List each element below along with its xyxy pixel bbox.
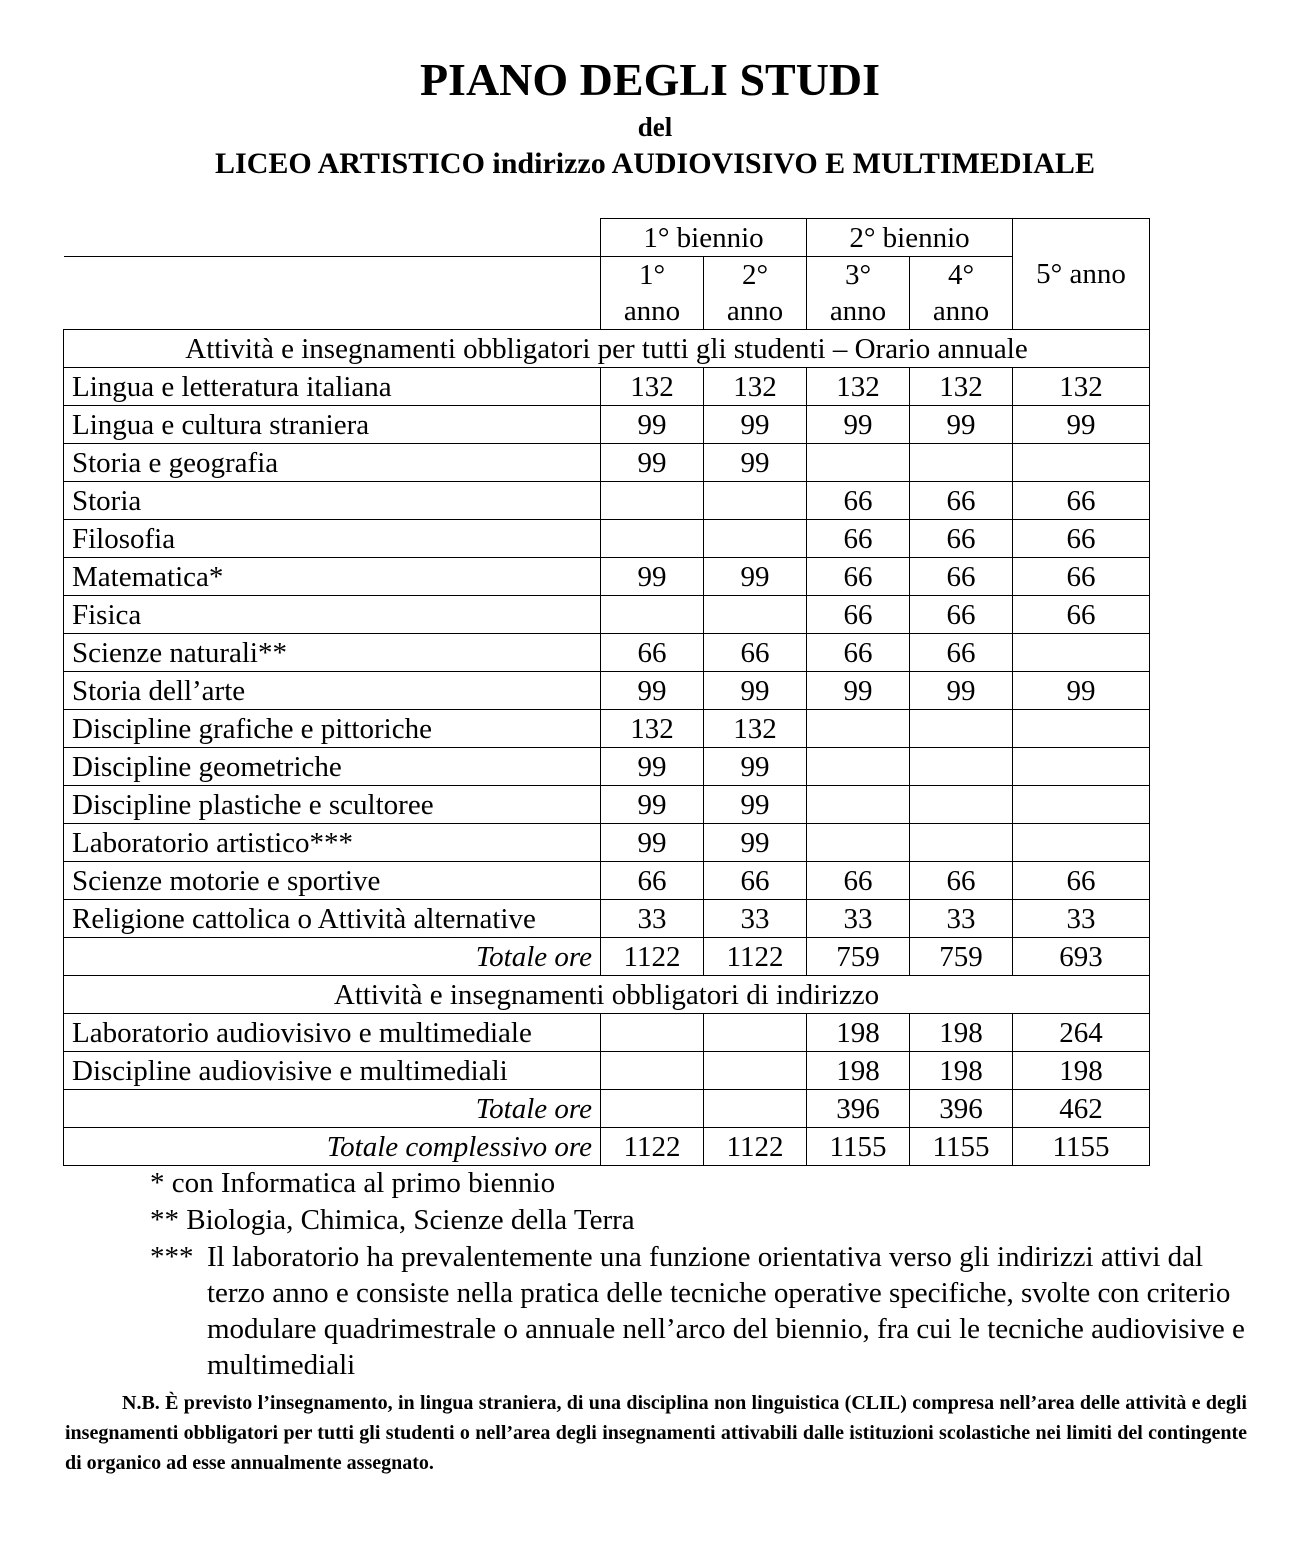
grand-total-row bbox=[64, 1128, 1150, 1166]
subject-cell: Storia e geografia bbox=[64, 444, 601, 482]
hours-cell: 66 bbox=[704, 634, 807, 672]
section-specific-total-cell: 396 bbox=[807, 1090, 910, 1128]
section-common-total-cell: 759 bbox=[910, 938, 1013, 976]
section-specific-total-cell: 396 bbox=[910, 1090, 1013, 1128]
header-blank-cell bbox=[64, 219, 601, 257]
subject-cell: Fisica bbox=[64, 596, 601, 634]
hours-cell: 132 bbox=[910, 368, 1013, 406]
hours-cell: 99 bbox=[601, 824, 704, 862]
table-row bbox=[64, 482, 1150, 520]
hours-cell: 66 bbox=[807, 634, 910, 672]
hours-cell: 132 bbox=[704, 710, 807, 748]
subject-cell: Discipline grafiche e pittoriche bbox=[64, 710, 601, 748]
hours-cell: 66 bbox=[1013, 558, 1150, 596]
hours-cell bbox=[910, 748, 1013, 786]
subject-cell: Scienze naturali** bbox=[64, 634, 601, 672]
hours-cell: 66 bbox=[910, 520, 1013, 558]
hours-cell: 33 bbox=[704, 900, 807, 938]
section-common-total-cell: 1122 bbox=[601, 938, 704, 976]
hours-cell bbox=[1013, 444, 1150, 482]
section-common-total-cell: 759 bbox=[807, 938, 910, 976]
footnotes bbox=[150, 1165, 1247, 1383]
hours-cell: 99 bbox=[704, 786, 807, 824]
table-row bbox=[64, 520, 1150, 558]
hours-cell bbox=[601, 596, 704, 634]
table-row bbox=[64, 1052, 1150, 1090]
subject-cell: Discipline geometriche bbox=[64, 748, 601, 786]
section-common-title-row bbox=[64, 330, 1150, 368]
hours-cell: 198 bbox=[910, 1052, 1013, 1090]
hours-cell bbox=[601, 482, 704, 520]
hours-cell: 99 bbox=[704, 748, 807, 786]
hours-cell bbox=[704, 1014, 807, 1052]
hours-cell: 66 bbox=[807, 558, 910, 596]
table-row bbox=[64, 710, 1150, 748]
section-specific-total-row bbox=[64, 1090, 1150, 1128]
hours-cell bbox=[1013, 634, 1150, 672]
hours-cell: 99 bbox=[601, 672, 704, 710]
hours-cell: 99 bbox=[910, 672, 1013, 710]
hours-cell: 99 bbox=[704, 672, 807, 710]
table-row bbox=[64, 900, 1150, 938]
hours-cell: 99 bbox=[807, 406, 910, 444]
hours-cell bbox=[910, 444, 1013, 482]
nb-note bbox=[65, 1388, 1247, 1478]
hours-cell bbox=[910, 786, 1013, 824]
hours-cell: 99 bbox=[1013, 406, 1150, 444]
header-year-2: 2° anno bbox=[704, 257, 807, 330]
hours-cell bbox=[1013, 748, 1150, 786]
hours-cell: 99 bbox=[601, 748, 704, 786]
hours-cell bbox=[1013, 824, 1150, 862]
hours-cell: 66 bbox=[807, 520, 910, 558]
hours-cell: 66 bbox=[1013, 862, 1150, 900]
hours-cell bbox=[807, 748, 910, 786]
hours-cell: 66 bbox=[910, 634, 1013, 672]
hours-cell bbox=[807, 444, 910, 482]
hours-cell: 132 bbox=[601, 710, 704, 748]
section-specific-title-row bbox=[64, 976, 1150, 1014]
subject-cell: Storia dell’arte bbox=[64, 672, 601, 710]
table-row bbox=[64, 444, 1150, 482]
hours-cell: 66 bbox=[910, 482, 1013, 520]
section-specific-total-cell bbox=[601, 1090, 704, 1128]
section-specific-total-cell bbox=[704, 1090, 807, 1128]
hours-cell bbox=[807, 710, 910, 748]
hours-cell: 66 bbox=[1013, 596, 1150, 634]
hours-cell bbox=[1013, 786, 1150, 824]
subject-cell: Lingua e cultura straniera bbox=[64, 406, 601, 444]
hours-cell: 132 bbox=[1013, 368, 1150, 406]
subject-cell: Matematica* bbox=[64, 558, 601, 596]
hours-cell bbox=[704, 482, 807, 520]
subject-cell: Laboratorio audiovisivo e multimediale bbox=[64, 1014, 601, 1052]
hours-cell bbox=[704, 596, 807, 634]
hours-cell bbox=[910, 710, 1013, 748]
section-common-title: Attività e insegnamenti obbligatori per tutti gli studenti – Orario annuale bbox=[64, 330, 1150, 368]
grand-total-cell: 1155 bbox=[1013, 1128, 1150, 1166]
header-blank-cell bbox=[64, 257, 601, 330]
subtitle-school: LICEO ARTISTICO indirizzo AUDIOVISIVO E MULTIMEDIALE bbox=[215, 147, 1095, 180]
table-row bbox=[64, 634, 1150, 672]
hours-cell: 198 bbox=[807, 1052, 910, 1090]
hours-cell: 33 bbox=[601, 900, 704, 938]
subject-cell: Religione cattolica o Attività alternative bbox=[64, 900, 601, 938]
table-row bbox=[64, 558, 1150, 596]
hours-cell: 264 bbox=[1013, 1014, 1150, 1052]
section-common-total-cell: 693 bbox=[1013, 938, 1150, 976]
hours-cell: 66 bbox=[910, 862, 1013, 900]
hours-cell: 99 bbox=[910, 406, 1013, 444]
subject-cell: Discipline audiovisive e multimediali bbox=[64, 1052, 601, 1090]
subject-cell: Storia bbox=[64, 482, 601, 520]
hours-cell bbox=[601, 1014, 704, 1052]
hours-cell: 132 bbox=[601, 368, 704, 406]
nb-text: N.B. È previsto l’insegnamento, in lingua straniera, di una disciplina non linguistica (CLIL) compresa nell’area delle attività e degli insegnamenti obbligatori per tutti gli studenti o nell’area degli insegnamenti attivabili dalle istituzioni scolastiche nei limiti del contingente di organico ad esse annualmente assegnato. bbox=[65, 1392, 1247, 1474]
table-row bbox=[64, 672, 1150, 710]
grand-total-cell: 1122 bbox=[601, 1128, 704, 1166]
hours-cell: 33 bbox=[807, 900, 910, 938]
study-plan-table bbox=[63, 218, 1150, 1166]
hours-cell: 99 bbox=[807, 672, 910, 710]
hours-cell bbox=[704, 520, 807, 558]
hours-cell: 66 bbox=[910, 596, 1013, 634]
header-year-4: 4° anno bbox=[910, 257, 1013, 330]
header-first-biennium: 1° biennio bbox=[601, 219, 807, 257]
subject-cell: Lingua e letteratura italiana bbox=[64, 368, 601, 406]
hours-cell bbox=[910, 824, 1013, 862]
hours-cell: 99 bbox=[1013, 672, 1150, 710]
footnote-2: ** Biologia, Chimica, Scienze della Terra bbox=[150, 1204, 635, 1236]
hours-cell: 99 bbox=[601, 444, 704, 482]
hours-cell: 66 bbox=[807, 482, 910, 520]
hours-cell: 99 bbox=[601, 406, 704, 444]
table-row bbox=[64, 596, 1150, 634]
header-year-1: 1° anno bbox=[601, 257, 704, 330]
subject-cell: Discipline plastiche e scultoree bbox=[64, 786, 601, 824]
hours-cell bbox=[807, 786, 910, 824]
grand-total-cell: 1155 bbox=[807, 1128, 910, 1166]
hours-cell: 99 bbox=[704, 824, 807, 862]
hours-cell: 132 bbox=[807, 368, 910, 406]
hours-cell: 66 bbox=[601, 634, 704, 672]
section-common-total-cell: 1122 bbox=[704, 938, 807, 976]
table-row bbox=[64, 406, 1150, 444]
hours-cell: 99 bbox=[704, 444, 807, 482]
page-title: PIANO DEGLI STUDI bbox=[419, 54, 881, 105]
section-specific-total-label: Totale ore bbox=[64, 1090, 601, 1128]
header-second-biennium: 2° biennio bbox=[807, 219, 1013, 257]
table-row bbox=[64, 862, 1150, 900]
subject-cell: Laboratorio artistico*** bbox=[64, 824, 601, 862]
subject-cell: Filosofia bbox=[64, 520, 601, 558]
hours-cell bbox=[704, 1052, 807, 1090]
hours-cell: 33 bbox=[1013, 900, 1150, 938]
table-row bbox=[64, 368, 1150, 406]
hours-cell: 66 bbox=[1013, 482, 1150, 520]
hours-cell: 66 bbox=[1013, 520, 1150, 558]
hours-cell: 66 bbox=[807, 862, 910, 900]
section-specific-total-cell: 462 bbox=[1013, 1090, 1150, 1128]
hours-cell: 198 bbox=[807, 1014, 910, 1052]
header-year-3: 3° anno bbox=[807, 257, 910, 330]
group-header-row bbox=[64, 219, 1150, 257]
hours-cell: 66 bbox=[601, 862, 704, 900]
hours-cell: 198 bbox=[910, 1014, 1013, 1052]
section-common-total-row bbox=[64, 938, 1150, 976]
footnote-3-text: Il laboratorio ha prevalentemente una funzione orientativa verso gli indirizzi attivi dal terzo anno e consiste nella pratica delle tecniche operative specifiche, svolte con criterio modulare quadrimestrale o annuale nell’arco del biennio, fra cui le tecniche audiovisive e multimediali bbox=[207, 1241, 1245, 1381]
table-row bbox=[64, 748, 1150, 786]
grand-total-cell: 1122 bbox=[704, 1128, 807, 1166]
hours-cell bbox=[807, 824, 910, 862]
footnote-3-marker: *** bbox=[150, 1241, 194, 1273]
hours-cell bbox=[1013, 710, 1150, 748]
footnote-3 bbox=[150, 1239, 1247, 1383]
section-common-total-label: Totale ore bbox=[64, 938, 601, 976]
hours-cell: 132 bbox=[704, 368, 807, 406]
hours-cell: 198 bbox=[1013, 1052, 1150, 1090]
section-specific-title: Attività e insegnamenti obbligatori di indirizzo bbox=[64, 976, 1150, 1014]
table-row bbox=[64, 824, 1150, 862]
hours-cell bbox=[601, 1052, 704, 1090]
footnote-1: * con Informatica al primo biennio bbox=[150, 1167, 556, 1199]
hours-cell: 66 bbox=[704, 862, 807, 900]
hours-cell: 99 bbox=[704, 558, 807, 596]
table-row bbox=[64, 786, 1150, 824]
hours-cell: 33 bbox=[910, 900, 1013, 938]
subtitle-del: del bbox=[637, 112, 673, 142]
subject-cell: Scienze motorie e sportive bbox=[64, 862, 601, 900]
header-fifth-year: 5° anno bbox=[1013, 219, 1150, 330]
hours-cell bbox=[601, 520, 704, 558]
hours-cell: 66 bbox=[910, 558, 1013, 596]
grand-total-cell: 1155 bbox=[910, 1128, 1013, 1166]
hours-cell: 99 bbox=[704, 406, 807, 444]
hours-cell: 66 bbox=[807, 596, 910, 634]
hours-cell: 99 bbox=[601, 558, 704, 596]
year-header-row bbox=[64, 257, 1150, 330]
grand-total-label: Totale complessivo ore bbox=[64, 1128, 601, 1166]
table-row bbox=[64, 1014, 1150, 1052]
hours-cell: 99 bbox=[601, 786, 704, 824]
